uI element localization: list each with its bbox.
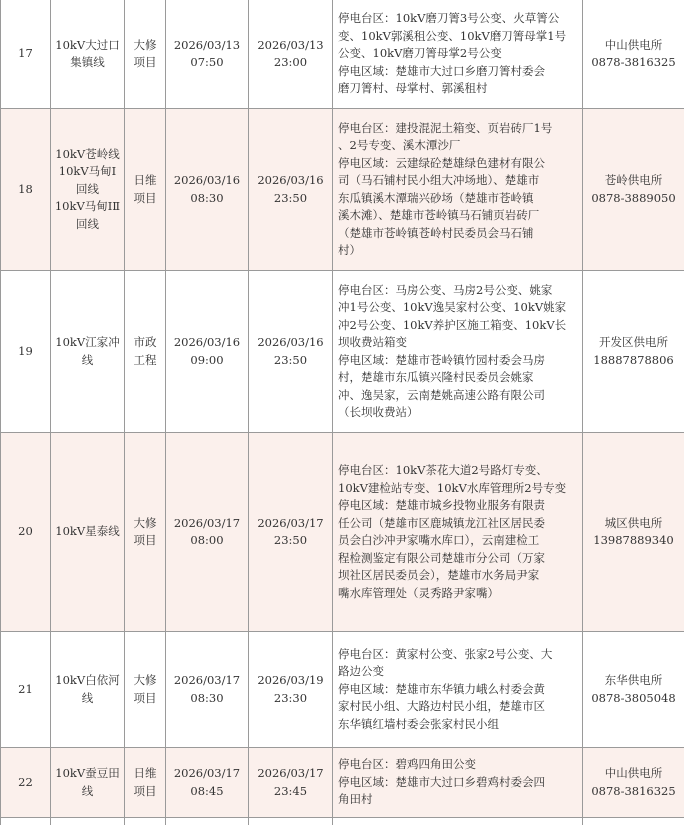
- line-name-text: 线: [81, 690, 94, 705]
- line-name-cell: [51, 632, 125, 748]
- end-time-text: 2026/03/16: [257, 335, 324, 349]
- start-time-text: 08:30: [190, 190, 224, 205]
- outage-detail-text: 冲2号公变、10kV养护区施工箱变、10kV长: [338, 317, 567, 332]
- supply-office-text: 0878-3816325: [591, 55, 676, 69]
- outage-detail-text: 角田村: [338, 792, 373, 807]
- row-number-cell: 20: [1, 433, 51, 632]
- work-type-text: 项目: [133, 533, 157, 547]
- line-name-text: 集镇线: [70, 55, 105, 69]
- outage-detail-text: 溪木滩）、楚雄市苍岭镇马石铺页岩砖厂: [338, 208, 540, 222]
- outage-detail-text: 停电区域：楚雄市大过口乡磨刀箐村委会: [338, 63, 545, 78]
- outage-detail-text: 村）: [338, 243, 361, 257]
- start-time-text: 08:00: [190, 533, 224, 547]
- row-number-cell: 19: [1, 271, 51, 433]
- outage-detail-text: 停电台区：10kV茶花大道2号路灯专变、: [338, 463, 548, 477]
- table-row: [1, 433, 684, 632]
- work-type-text: 项目: [133, 55, 157, 69]
- outage-detail-text: 停电台区：10kV磨刀箐3号公变、火草箐公: [338, 11, 560, 26]
- outage-detail-text: 冲、逸吴家，云南楚姚高速公路有限公司: [338, 387, 545, 402]
- supply-office-text: 中山供电所: [604, 37, 663, 52]
- outage-detail-text: 嘴水库管理处（灵秀路尹家嘴）: [338, 585, 499, 600]
- start-time-cell: [166, 271, 249, 433]
- work-type-text: 市政: [133, 335, 157, 349]
- outage-detail-text: 变、10kV郭溪租公变、10kV磨刀箐母掌1号: [338, 28, 567, 43]
- end-time-text: 23:50: [273, 533, 308, 547]
- start-time-text: 2026/03/17: [173, 673, 241, 687]
- outage-detail-text: 停电区域：楚雄市城乡投物业服务有限责: [338, 498, 545, 512]
- line-name-cell: [51, 271, 125, 433]
- table-row: [1, 748, 684, 818]
- end-time-text: 23:30: [273, 690, 308, 705]
- line-name-cell: [51, 0, 125, 109]
- work-type-text: 项目: [133, 190, 157, 205]
- work-type-text: 日维: [133, 173, 157, 187]
- end-time-cell: [249, 109, 333, 271]
- outage-detail-cell: [333, 433, 583, 632]
- outage-detail-text: 路边公变: [338, 664, 384, 679]
- start-time-text: 2026/03/16: [173, 335, 241, 349]
- table-row: [1, 632, 684, 748]
- outage-detail-text: 停电台区：黄家村公变、张家2号公变、大: [338, 646, 553, 661]
- end-time-text: 2026/03/13: [257, 37, 324, 52]
- start-time-text: 07:50: [190, 55, 224, 69]
- end-time-cell: [249, 433, 333, 632]
- start-time-cell: [166, 632, 249, 748]
- work-type-text: 大修: [133, 37, 157, 52]
- start-time-text: 09:00: [190, 352, 224, 367]
- line-name-text: 10kV大过口: [55, 37, 120, 52]
- end-time-text: 23:50: [273, 352, 308, 367]
- table-row: [1, 0, 684, 109]
- table-row-continued: [1, 818, 684, 825]
- row-number-cell: 18: [1, 109, 51, 271]
- outage-detail-text: 公变、10kV磨刀箐母掌2号公变: [338, 46, 502, 61]
- supply-office-cell: [583, 748, 684, 818]
- line-name-text: 10kV马甸ⅠⅡ: [54, 199, 121, 214]
- outage-detail-text: 家村民小组、大路边村民小组，楚雄市区: [338, 699, 545, 714]
- supply-office-text: 开发区供电所: [599, 335, 668, 349]
- end-time-cell: [249, 271, 333, 433]
- line-name-text: 10kV马甸Ⅰ: [58, 164, 117, 179]
- table-body: [1, 0, 684, 825]
- outage-detail-cell: [333, 632, 583, 748]
- outage-detail-text: 村，楚雄市东瓜镇兴隆村民委员会姚家: [338, 370, 534, 384]
- start-time-text: 2026/03/16: [173, 173, 241, 187]
- supply-office-text: 0878-3805048: [591, 690, 676, 705]
- row-number-cell: 21: [1, 632, 51, 748]
- outage-detail-cell: [333, 0, 583, 109]
- line-name-cell: [51, 748, 125, 818]
- supply-office-cell: [583, 109, 684, 271]
- supply-office-cell: [583, 0, 684, 109]
- row-number-cell: 22: [1, 748, 51, 818]
- supply-office-text: 13987889340: [593, 533, 674, 547]
- outage-detail-text: 停电区域：云建绿砼楚雄绿色建材有限公: [338, 155, 545, 170]
- outage-detail-text: 停电区域：楚雄市苍岭镇竹园村委会马房: [338, 352, 545, 367]
- work-type-text: 日维: [133, 766, 157, 780]
- outage-detail-cell: [333, 271, 583, 433]
- supply-office-text: 中山供电所: [604, 766, 663, 780]
- outage-detail-text: 员会白沙冲尹家嘴水库口），云南建检工: [338, 533, 540, 547]
- line-name-cell: [51, 433, 125, 632]
- end-time-text: 2026/03/17: [257, 766, 324, 780]
- outage-detail-text: （楚雄市苍岭镇苍岭村民委员会马石铺: [338, 225, 534, 240]
- end-time-text: 23:45: [273, 783, 308, 798]
- work-type-cell: [125, 0, 166, 109]
- supply-office-text: 0878-3889050: [591, 190, 676, 205]
- outage-detail-text: 停电台区：碧鸡四角田公变: [338, 757, 476, 772]
- outage-detail-text: 程检测鉴定有限公司楚雄市分公司（万家: [338, 550, 545, 565]
- line-name-text: 10kV蚕豆田: [55, 766, 120, 780]
- start-time-text: 08:45: [190, 783, 224, 798]
- outage-detail-text: （长坝收费站）: [338, 405, 419, 419]
- row-number-cell: 17: [1, 0, 51, 109]
- start-time-cell: [166, 109, 249, 271]
- outage-detail-text: 坝社区居民委员会），楚雄市水务局尹家: [338, 568, 540, 582]
- outage-detail-text: 磨刀箐村、母掌村、郭溪租村: [338, 81, 488, 96]
- end-time-text: 2026/03/19: [257, 673, 324, 687]
- table-row: [1, 271, 684, 433]
- start-time-text: 2026/03/17: [173, 515, 241, 530]
- outage-detail-text: 东瓜镇溪木潭瑞兴砂场（楚雄市苍岭镇: [338, 190, 534, 205]
- outage-detail-text: 停电区域：楚雄市东华镇力峨么村委会黄: [338, 681, 545, 696]
- end-time-text: 23:00: [273, 55, 308, 69]
- end-time-cell: [249, 632, 333, 748]
- outage-detail-text: 停电区域：楚雄市大过口乡碧鸡村委会四: [338, 774, 545, 789]
- start-time-cell: [166, 748, 249, 818]
- supply-office-text: 城区供电所: [604, 515, 663, 530]
- outage-detail-text: 冲1号公变、10kV逸吴家村公变、10kV姚家: [338, 300, 567, 314]
- line-name-cell: [51, 109, 125, 271]
- work-type-cell: [125, 271, 166, 433]
- start-time-text: 08:30: [190, 690, 224, 705]
- work-type-text: 工程: [133, 352, 157, 367]
- work-type-text: 项目: [133, 690, 157, 705]
- work-type-cell: [125, 433, 166, 632]
- work-type-text: 大修: [133, 673, 157, 687]
- outage-detail-text: 停电台区：马房公变、马房2号公变、姚家: [338, 282, 553, 297]
- outage-detail-text: 、2号专变、溪木潭沙厂: [338, 138, 461, 152]
- outage-detail-text: 10kV建检站专变、10kV水库管理所2号专变: [338, 480, 567, 495]
- line-name-text: 线: [81, 352, 94, 367]
- line-name-text: 回线: [76, 181, 99, 196]
- end-time-text: 2026/03/17: [257, 515, 324, 530]
- line-name-text: 10kV江家冲: [55, 335, 120, 349]
- supply-office-cell: [583, 271, 684, 433]
- table-row: [1, 109, 684, 271]
- end-time-text: 23:50: [273, 190, 308, 205]
- work-type-text: 大修: [133, 515, 157, 530]
- supply-office-text: 0878-3816325: [591, 783, 676, 798]
- outage-detail-text: 坝收费站箱变: [338, 335, 407, 349]
- outage-detail-text: 东华镇红墙村委会张家村民小组: [338, 716, 499, 731]
- line-name-text: 10kV星泰线: [55, 524, 120, 539]
- start-time-text: 2026/03/17: [173, 766, 241, 780]
- outage-detail-text: 司（马石铺村民小组大冲场地）、楚雄市: [338, 173, 540, 187]
- line-name-text: 回线: [76, 216, 99, 231]
- supply-office-text: 18887878806: [593, 352, 674, 367]
- end-time-cell: [249, 0, 333, 109]
- work-type-cell: [125, 632, 166, 748]
- outage-detail-text: 停电台区：建投混泥土箱变、页岩砖厂1号: [338, 120, 553, 135]
- supply-office-cell: [583, 632, 684, 748]
- start-time-cell: [166, 0, 249, 109]
- work-type-text: 项目: [133, 783, 157, 798]
- start-time-cell: [166, 433, 249, 632]
- work-type-cell: [125, 748, 166, 818]
- end-time-cell: [249, 748, 333, 818]
- work-type-cell: [125, 109, 166, 271]
- supply-office-text: 苍岭供电所: [604, 173, 663, 187]
- line-name-text: 10kV白依河: [55, 673, 120, 687]
- line-name-text: 10kV苍岭线: [55, 146, 120, 161]
- end-time-text: 2026/03/16: [257, 173, 324, 187]
- supply-office-cell: [583, 433, 684, 632]
- outage-detail-cell: [333, 748, 583, 818]
- line-name-text: 线: [81, 783, 94, 798]
- start-time-text: 2026/03/13: [173, 37, 241, 52]
- supply-office-text: 东华供电所: [604, 673, 663, 687]
- outage-detail-text: 任公司（楚雄市区鹿城镇龙江社区居民委: [338, 515, 545, 530]
- outage-detail-cell: [333, 109, 583, 271]
